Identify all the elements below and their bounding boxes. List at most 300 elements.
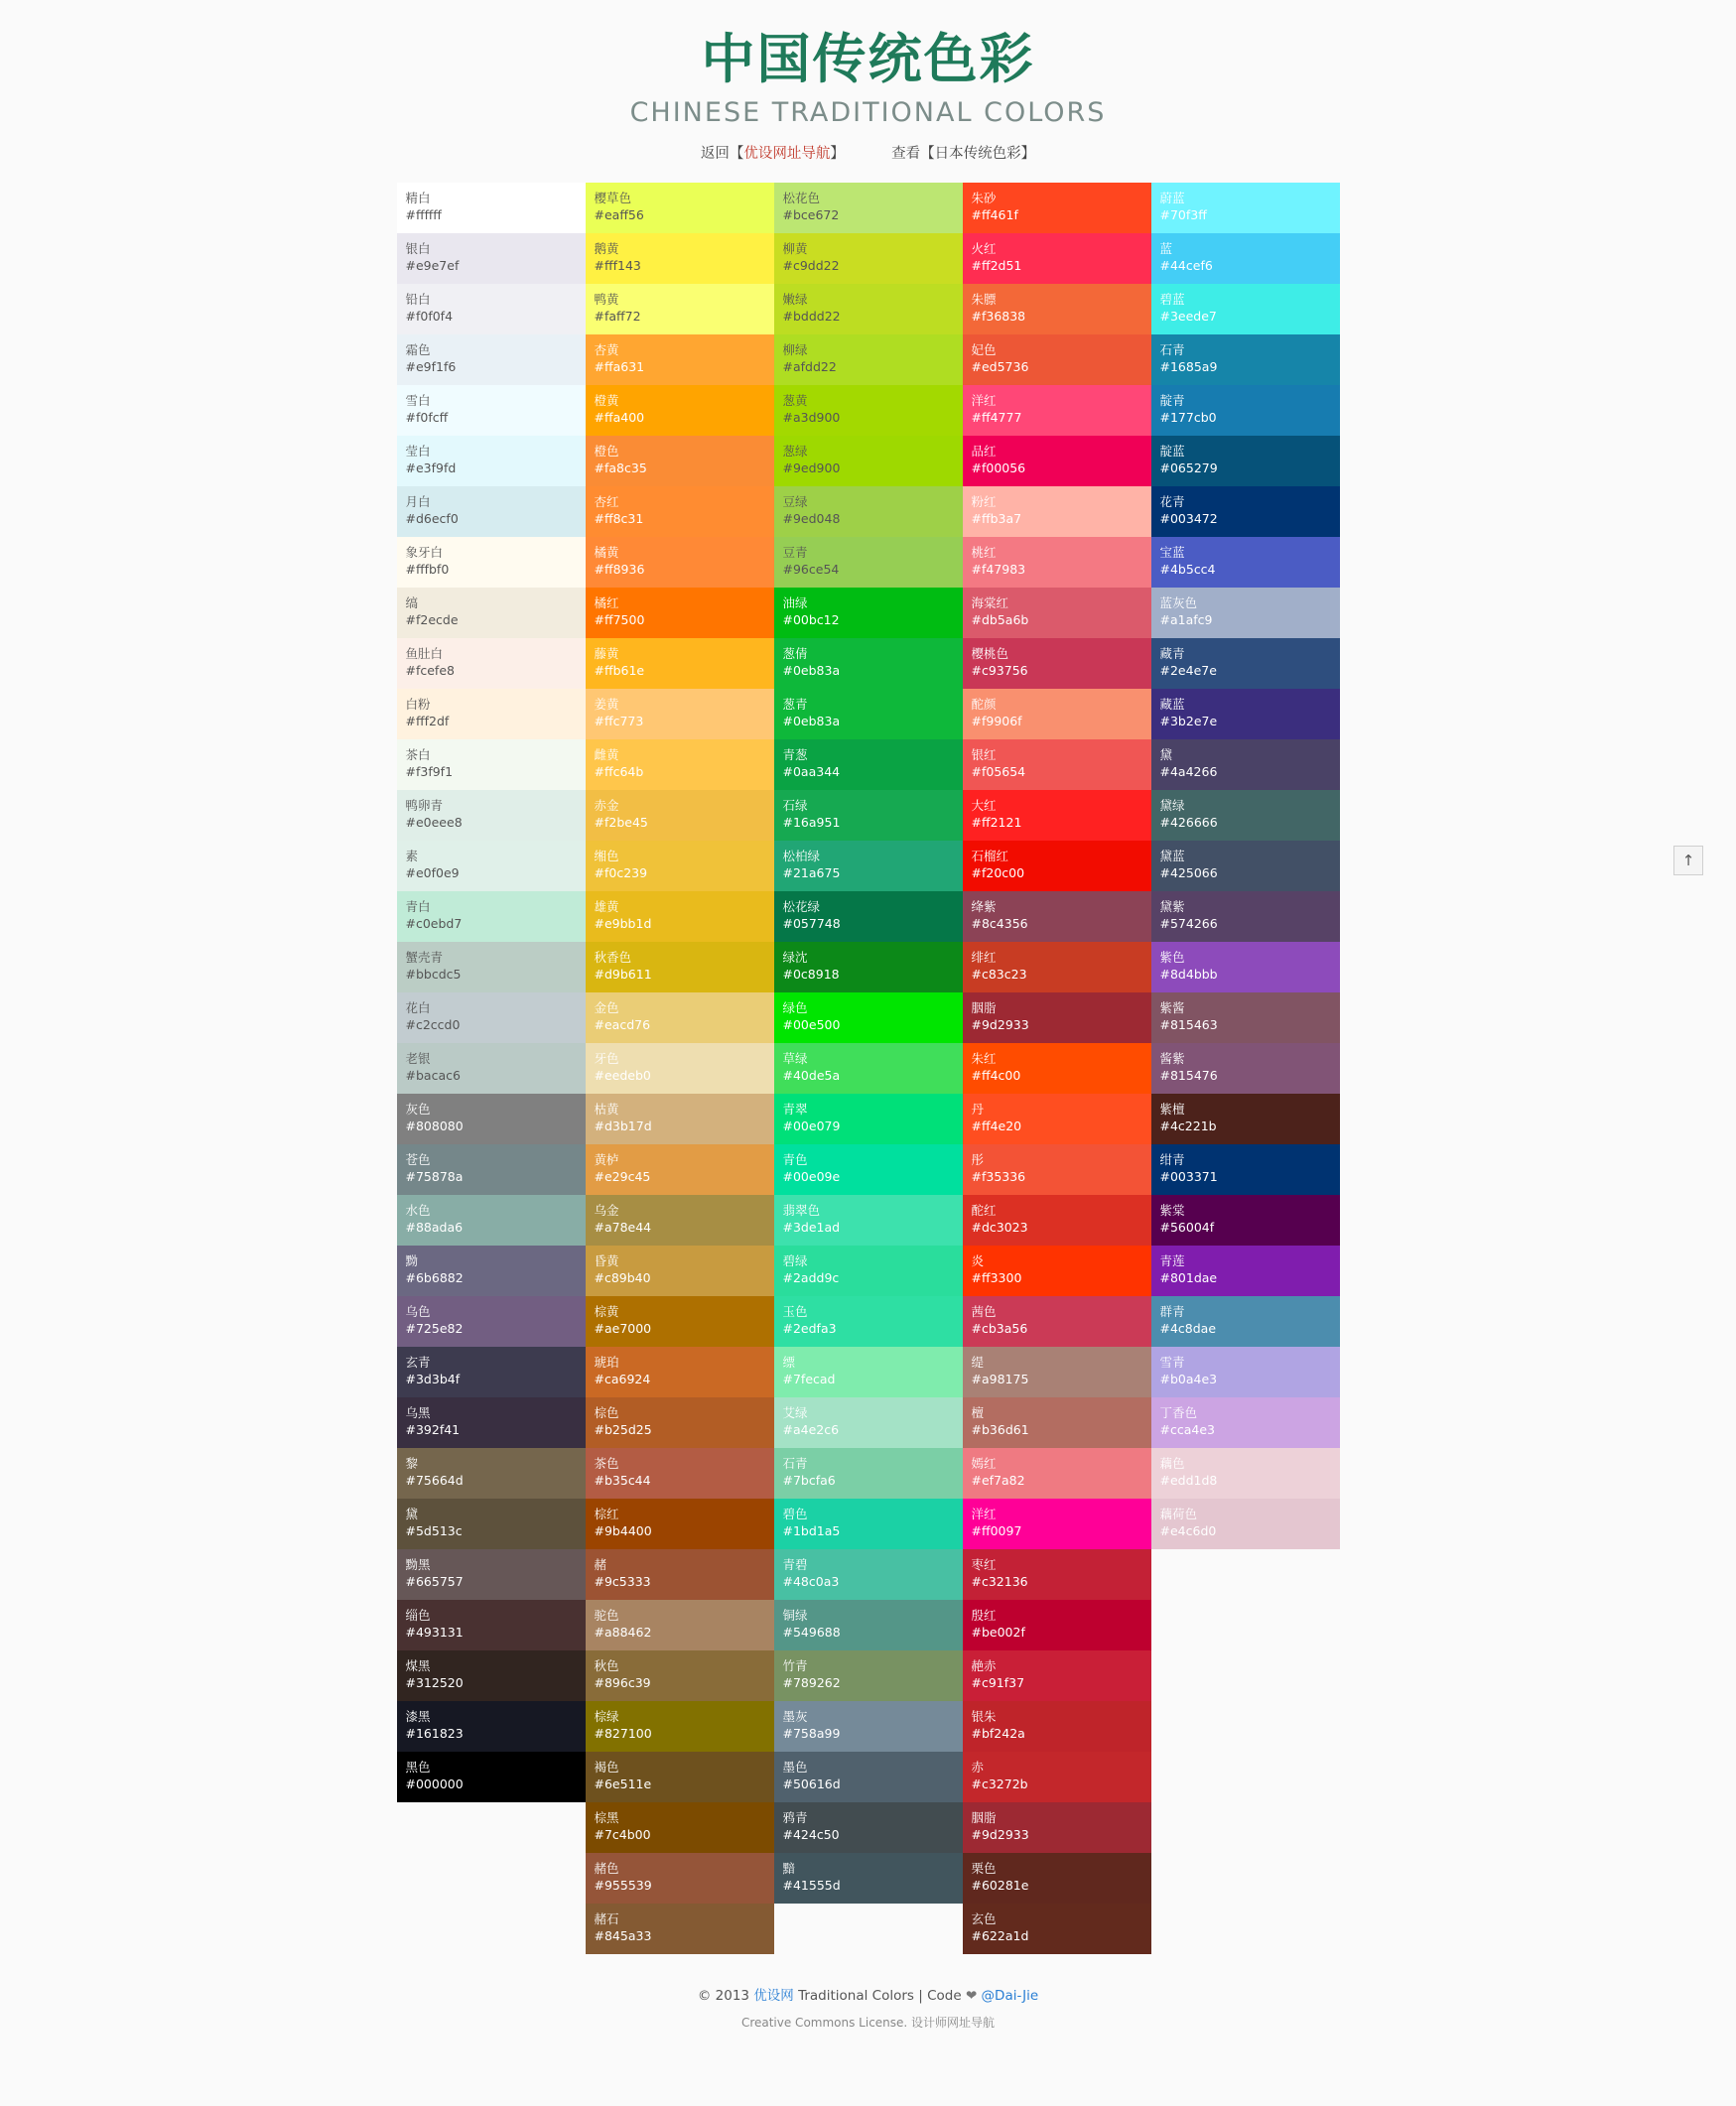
color-name: 银白 [405, 240, 431, 256]
color-swatch[interactable] [774, 1549, 963, 1600]
color-swatch[interactable] [1151, 790, 1340, 841]
color-swatch[interactable] [774, 638, 963, 689]
color-swatch[interactable] [397, 233, 586, 284]
color-name: 黑色 [405, 1759, 431, 1775]
color-swatch[interactable] [397, 385, 586, 436]
color-swatch[interactable] [397, 1094, 586, 1144]
color-swatch[interactable] [1151, 689, 1340, 739]
color-hex: #4c8dae [1159, 1320, 1217, 1336]
color-swatch[interactable] [586, 183, 774, 233]
color-name: 靛青 [1159, 392, 1185, 408]
color-swatch[interactable] [586, 790, 774, 841]
color-name: 姜黄 [594, 696, 619, 712]
color-name: 葱绿 [782, 443, 808, 459]
color-swatch[interactable] [774, 1246, 963, 1296]
color-name: 胭脂 [971, 1809, 997, 1825]
color-name: 琥珀 [594, 1354, 619, 1370]
nav-japanese-colors-link[interactable]: 查看【日本传统色彩】 [891, 145, 1036, 162]
color-swatch[interactable] [774, 588, 963, 638]
color-name: 藤黄 [594, 645, 619, 661]
color-hex: #fff143 [594, 257, 641, 273]
color-swatch[interactable] [1151, 942, 1340, 992]
color-swatch[interactable] [586, 1499, 774, 1549]
color-swatch[interactable] [774, 1650, 963, 1701]
color-hex: #ed5736 [971, 358, 1029, 374]
color-swatch[interactable] [963, 436, 1151, 486]
color-name: 松柏绿 [782, 848, 821, 863]
color-swatch[interactable] [774, 1853, 963, 1904]
color-swatch[interactable] [586, 1752, 774, 1802]
color-swatch[interactable] [963, 689, 1151, 739]
color-name: 鱼肚白 [405, 645, 444, 661]
color-hex: #be002f [971, 1624, 1025, 1640]
color-name: 黎 [405, 1455, 419, 1471]
color-name: 葱青 [782, 696, 808, 712]
color-hex: #f0f0f4 [405, 308, 454, 324]
color-swatch[interactable] [774, 689, 963, 739]
color-swatch[interactable] [774, 486, 963, 537]
color-swatch[interactable] [1151, 841, 1340, 891]
footer-license: Creative Commons License. 设计师网址导航 [740, 2015, 996, 2030]
color-hex: #3de1ad [782, 1219, 841, 1235]
color-name: 煤黑 [405, 1657, 431, 1673]
color-hex: #7fecad [782, 1371, 836, 1386]
color-swatch[interactable] [397, 739, 586, 790]
color-swatch[interactable] [774, 942, 963, 992]
color-swatch[interactable] [774, 1195, 963, 1246]
color-hex: #96ce54 [782, 561, 840, 577]
color-swatch[interactable] [397, 992, 586, 1043]
color-swatch[interactable] [1151, 1296, 1340, 1347]
color-swatch[interactable] [1151, 436, 1340, 486]
color-swatch[interactable] [1151, 233, 1340, 284]
color-swatch[interactable] [963, 1144, 1151, 1195]
color-hex: #2add9c [782, 1269, 840, 1285]
color-name: 粉红 [971, 493, 997, 509]
color-hex: #549688 [782, 1624, 841, 1640]
color-hex: #f35336 [971, 1168, 1026, 1184]
color-swatch[interactable] [586, 537, 774, 588]
color-swatch[interactable] [774, 385, 963, 436]
color-name: 豆青 [782, 544, 808, 560]
color-name: 杏红 [594, 493, 619, 509]
color-swatch[interactable] [1151, 739, 1340, 790]
color-swatch[interactable] [586, 1549, 774, 1600]
color-swatch[interactable] [963, 1195, 1151, 1246]
color-name: 缟 [405, 594, 419, 610]
color-swatch[interactable] [1151, 537, 1340, 588]
color-swatch[interactable] [397, 1701, 586, 1752]
color-hex: #8c4356 [971, 915, 1028, 931]
color-swatch[interactable] [1151, 891, 1340, 942]
color-swatch[interactable] [586, 1195, 774, 1246]
color-hex: #ef7a82 [971, 1472, 1025, 1488]
color-hex: #c9dd22 [782, 257, 840, 273]
color-swatch[interactable] [963, 1549, 1151, 1600]
nav-back-suffix: 】 [830, 145, 845, 162]
color-grid [397, 183, 1340, 1954]
color-swatch[interactable] [774, 739, 963, 790]
color-name: 藏蓝 [1159, 696, 1185, 712]
color-swatch[interactable] [774, 183, 963, 233]
color-name: 翡翠色 [782, 1202, 821, 1218]
color-swatch[interactable] [1151, 1144, 1340, 1195]
color-swatch[interactable] [397, 537, 586, 588]
color-swatch[interactable] [586, 486, 774, 537]
color-hex: #789262 [782, 1674, 841, 1690]
color-name: 石榴红 [971, 848, 1009, 863]
color-name: 鹅黄 [594, 240, 619, 256]
color-swatch[interactable] [397, 1246, 586, 1296]
color-hex: #75878a [405, 1168, 464, 1184]
color-swatch[interactable] [774, 1296, 963, 1347]
color-hex: #425066 [1159, 864, 1218, 880]
color-name: 火红 [971, 240, 997, 256]
color-hex: #f05654 [971, 763, 1026, 779]
color-hex: #725e82 [405, 1320, 464, 1336]
color-name: 青葱 [782, 746, 808, 762]
color-swatch[interactable] [1151, 1043, 1340, 1094]
color-name: 乌色 [405, 1303, 431, 1319]
color-swatch[interactable] [774, 537, 963, 588]
color-hex: #b36d61 [971, 1421, 1029, 1437]
footer-site-link[interactable]: 优设网 [753, 1987, 794, 2004]
color-name: 栗色 [971, 1860, 997, 1876]
color-swatch[interactable] [397, 334, 586, 385]
color-swatch[interactable] [586, 1802, 774, 1853]
color-swatch[interactable] [397, 1397, 586, 1448]
color-swatch[interactable] [963, 891, 1151, 942]
color-swatch[interactable] [586, 588, 774, 638]
color-swatch[interactable] [397, 1600, 586, 1650]
color-swatch[interactable] [397, 1144, 586, 1195]
color-swatch[interactable] [397, 942, 586, 992]
color-swatch[interactable] [397, 183, 586, 233]
color-swatch[interactable] [963, 183, 1151, 233]
color-swatch[interactable] [963, 1600, 1151, 1650]
color-name: 绀青 [1159, 1151, 1185, 1167]
footer-author-link[interactable]: @Dai-Jie [981, 1987, 1039, 2004]
color-swatch[interactable] [397, 790, 586, 841]
color-swatch[interactable] [774, 1397, 963, 1448]
color-swatch[interactable] [963, 1347, 1151, 1397]
color-swatch[interactable] [397, 588, 586, 638]
color-swatch[interactable] [586, 841, 774, 891]
color-name: 黛绿 [1159, 797, 1185, 813]
color-name: 海棠红 [971, 594, 1009, 610]
color-name: 苍色 [405, 1151, 431, 1167]
color-hex: #827100 [594, 1725, 652, 1741]
color-swatch[interactable] [586, 638, 774, 689]
nav-back-link[interactable]: 优设网址导航 [743, 145, 831, 162]
color-hex: #ffb3a7 [971, 510, 1022, 526]
color-swatch[interactable] [397, 689, 586, 739]
color-swatch[interactable] [963, 233, 1151, 284]
color-swatch[interactable] [774, 1752, 963, 1802]
color-swatch[interactable] [963, 1853, 1151, 1904]
color-swatch[interactable] [1151, 1499, 1340, 1549]
color-swatch[interactable] [963, 992, 1151, 1043]
color-swatch[interactable] [774, 1600, 963, 1650]
color-swatch[interactable] [397, 284, 586, 334]
color-swatch[interactable] [397, 1296, 586, 1347]
color-name: 橙色 [594, 443, 619, 459]
color-swatch[interactable] [774, 1094, 963, 1144]
color-name: 紫棠 [1159, 1202, 1185, 1218]
color-hex: #758a99 [782, 1725, 841, 1741]
color-swatch[interactable] [963, 385, 1151, 436]
color-hex: #ff7500 [594, 611, 645, 627]
color-name: 玄青 [405, 1354, 431, 1370]
color-swatch[interactable] [586, 1448, 774, 1499]
color-swatch[interactable] [963, 790, 1151, 841]
color-swatch[interactable] [586, 1853, 774, 1904]
color-hex: #392f41 [405, 1421, 461, 1437]
color-swatch[interactable] [774, 334, 963, 385]
color-hex: #faff72 [594, 308, 641, 324]
color-hex: #afdd22 [782, 358, 837, 374]
color-swatch[interactable] [774, 233, 963, 284]
color-name: 墨灰 [782, 1708, 808, 1724]
color-hex: #9ed900 [782, 460, 841, 475]
color-swatch[interactable] [774, 790, 963, 841]
color-swatch[interactable] [963, 1499, 1151, 1549]
color-swatch[interactable] [774, 1701, 963, 1752]
color-swatch[interactable] [774, 992, 963, 1043]
color-swatch[interactable] [963, 841, 1151, 891]
color-swatch[interactable] [963, 1904, 1151, 1954]
color-hex: #d6ecf0 [405, 510, 459, 526]
color-name: 黛 [405, 1506, 419, 1521]
color-hex: #2edfa3 [782, 1320, 837, 1336]
color-swatch[interactable] [963, 739, 1151, 790]
color-swatch[interactable] [586, 689, 774, 739]
color-name: 老银 [405, 1050, 431, 1066]
color-swatch[interactable] [586, 1246, 774, 1296]
color-swatch[interactable] [963, 1701, 1151, 1752]
color-swatch[interactable] [586, 1296, 774, 1347]
color-swatch[interactable] [397, 891, 586, 942]
color-name: 昏黄 [594, 1252, 619, 1268]
color-hex: #b0a4e3 [1159, 1371, 1218, 1386]
color-swatch[interactable] [397, 841, 586, 891]
color-hex: #ffc64b [594, 763, 644, 779]
color-swatch[interactable] [1151, 1246, 1340, 1296]
color-swatch[interactable] [1151, 385, 1340, 436]
color-name: 墨色 [782, 1759, 808, 1775]
color-swatch[interactable] [586, 1144, 774, 1195]
color-swatch[interactable] [586, 739, 774, 790]
color-swatch[interactable] [586, 1650, 774, 1701]
color-name: 铜绿 [782, 1607, 808, 1623]
color-swatch[interactable] [397, 1650, 586, 1701]
color-hex: #808080 [405, 1118, 464, 1133]
color-swatch[interactable] [586, 891, 774, 942]
color-hex: #e29c45 [594, 1168, 651, 1184]
color-swatch[interactable] [774, 1043, 963, 1094]
color-swatch[interactable] [774, 1499, 963, 1549]
color-name: 丹 [971, 1101, 985, 1117]
color-name: 铅白 [405, 291, 431, 307]
color-hex: #177cb0 [1159, 409, 1217, 425]
color-swatch[interactable] [963, 588, 1151, 638]
color-swatch[interactable] [586, 1397, 774, 1448]
color-swatch[interactable] [1151, 588, 1340, 638]
color-name: 橘红 [594, 594, 619, 610]
color-swatch[interactable] [774, 436, 963, 486]
color-swatch[interactable] [963, 1043, 1151, 1094]
color-swatch[interactable] [963, 334, 1151, 385]
color-swatch[interactable] [963, 486, 1151, 537]
color-swatch[interactable] [397, 1752, 586, 1802]
color-hex: #065279 [1159, 460, 1218, 475]
color-hex: #0aa344 [782, 763, 841, 779]
color-swatch[interactable] [774, 841, 963, 891]
color-swatch[interactable] [397, 638, 586, 689]
color-name: 缁色 [405, 1607, 431, 1623]
color-name: 绿沈 [782, 949, 808, 965]
color-hex: #ca6924 [594, 1371, 651, 1386]
color-swatch[interactable] [1151, 1094, 1340, 1144]
color-hex: #00e500 [782, 1016, 841, 1032]
color-swatch[interactable] [963, 1296, 1151, 1347]
color-swatch[interactable] [774, 1802, 963, 1853]
color-hex: #70f3ff [1159, 206, 1207, 222]
color-swatch[interactable] [963, 284, 1151, 334]
color-name: 紫酱 [1159, 999, 1185, 1015]
color-hex: #0c8918 [782, 966, 840, 982]
color-swatch[interactable] [586, 1904, 774, 1954]
color-swatch[interactable] [963, 1752, 1151, 1802]
color-hex: #3b2e7e [1159, 713, 1218, 728]
color-swatch[interactable] [586, 1347, 774, 1397]
color-swatch[interactable] [1151, 1397, 1340, 1448]
color-name: 缇 [971, 1354, 985, 1370]
color-swatch[interactable] [963, 1094, 1151, 1144]
color-swatch[interactable] [586, 385, 774, 436]
color-swatch[interactable] [586, 334, 774, 385]
color-swatch[interactable] [1151, 284, 1340, 334]
color-swatch[interactable] [586, 1600, 774, 1650]
color-swatch[interactable] [397, 436, 586, 486]
color-swatch[interactable] [963, 1246, 1151, 1296]
color-name: 柳黄 [782, 240, 808, 256]
color-hex: #e9e7ef [405, 257, 460, 273]
color-swatch[interactable] [586, 1043, 774, 1094]
color-hex: #f3f9f1 [405, 763, 454, 779]
color-swatch[interactable] [586, 992, 774, 1043]
color-swatch[interactable] [1151, 183, 1340, 233]
footer-copyright-prefix: © 2013 [697, 1987, 754, 2004]
color-swatch[interactable] [397, 1043, 586, 1094]
color-swatch[interactable] [397, 1347, 586, 1397]
color-hex: #c89b40 [594, 1269, 651, 1285]
color-name: 酡颜 [971, 696, 997, 712]
color-hex: #ff4c00 [971, 1067, 1021, 1083]
color-swatch[interactable] [963, 942, 1151, 992]
color-swatch[interactable] [586, 1701, 774, 1752]
color-name: 葱倩 [782, 645, 808, 661]
color-name: 赤 [971, 1759, 985, 1775]
color-swatch[interactable] [586, 233, 774, 284]
color-name: 松花绿 [782, 898, 821, 914]
color-hex: #6b6882 [405, 1269, 464, 1285]
color-hex: #f9906f [971, 713, 1022, 728]
color-name: 油绿 [782, 594, 808, 610]
color-swatch[interactable] [586, 942, 774, 992]
color-hex: #9d2933 [971, 1826, 1029, 1842]
color-hex: #3d3b4f [405, 1371, 461, 1386]
color-hex: #c3272b [971, 1776, 1028, 1791]
color-name: 象牙白 [405, 544, 444, 560]
color-hex: #7c4b00 [594, 1826, 651, 1842]
color-swatch[interactable] [963, 1397, 1151, 1448]
page-title: 中国传统色彩 [701, 28, 1035, 90]
color-swatch[interactable] [397, 1549, 586, 1600]
color-swatch[interactable] [963, 537, 1151, 588]
color-swatch[interactable] [963, 638, 1151, 689]
color-swatch[interactable] [963, 1448, 1151, 1499]
color-hex: #a1afc9 [1159, 611, 1213, 627]
color-name: 群青 [1159, 1303, 1185, 1319]
color-swatch[interactable] [774, 1144, 963, 1195]
color-swatch[interactable] [963, 1650, 1151, 1701]
color-swatch[interactable] [1151, 638, 1340, 689]
color-swatch[interactable] [586, 1094, 774, 1144]
color-swatch[interactable] [397, 1448, 586, 1499]
color-swatch[interactable] [1151, 992, 1340, 1043]
nav-back-prefix: 返回【 [700, 145, 744, 162]
color-hex: #cca4e3 [1159, 1421, 1215, 1437]
color-hex: #41555d [782, 1877, 841, 1893]
color-swatch[interactable] [397, 486, 586, 537]
color-hex: #a4e2c6 [782, 1421, 840, 1437]
color-hex: #c2ccd0 [405, 1016, 461, 1032]
color-hex: #1685a9 [1159, 358, 1218, 374]
color-name: 鸦青 [782, 1809, 808, 1825]
color-swatch[interactable] [586, 284, 774, 334]
color-name: 棕绿 [594, 1708, 619, 1724]
color-name: 朱红 [971, 1050, 997, 1066]
color-hex: #003371 [1159, 1168, 1218, 1184]
color-hex: #622a1d [971, 1927, 1029, 1943]
color-name: 艾绿 [782, 1404, 808, 1420]
color-name: 玄色 [971, 1910, 997, 1926]
color-swatch[interactable] [774, 284, 963, 334]
color-swatch[interactable] [397, 1195, 586, 1246]
color-swatch[interactable] [774, 1347, 963, 1397]
color-hex: #48c0a3 [782, 1573, 840, 1589]
color-name: 酱紫 [1159, 1050, 1185, 1066]
color-hex: #bce672 [782, 206, 840, 222]
color-swatch[interactable] [1151, 1347, 1340, 1397]
color-swatch[interactable] [1151, 1195, 1340, 1246]
color-swatch[interactable] [397, 1499, 586, 1549]
color-swatch[interactable] [1151, 486, 1340, 537]
color-swatch[interactable] [1151, 334, 1340, 385]
color-swatch[interactable] [1151, 1448, 1340, 1499]
color-swatch[interactable] [963, 1802, 1151, 1853]
color-name: 精白 [405, 190, 431, 205]
color-hex: #9b4400 [594, 1522, 652, 1538]
color-hex: #f36838 [971, 308, 1026, 324]
color-swatch[interactable] [774, 891, 963, 942]
back-to-top-button[interactable]: ↑ [1673, 846, 1703, 875]
color-swatch[interactable] [774, 1448, 963, 1499]
color-name: 牙色 [594, 1050, 619, 1066]
color-swatch[interactable] [586, 436, 774, 486]
color-hex: #bbcdc5 [405, 966, 462, 982]
